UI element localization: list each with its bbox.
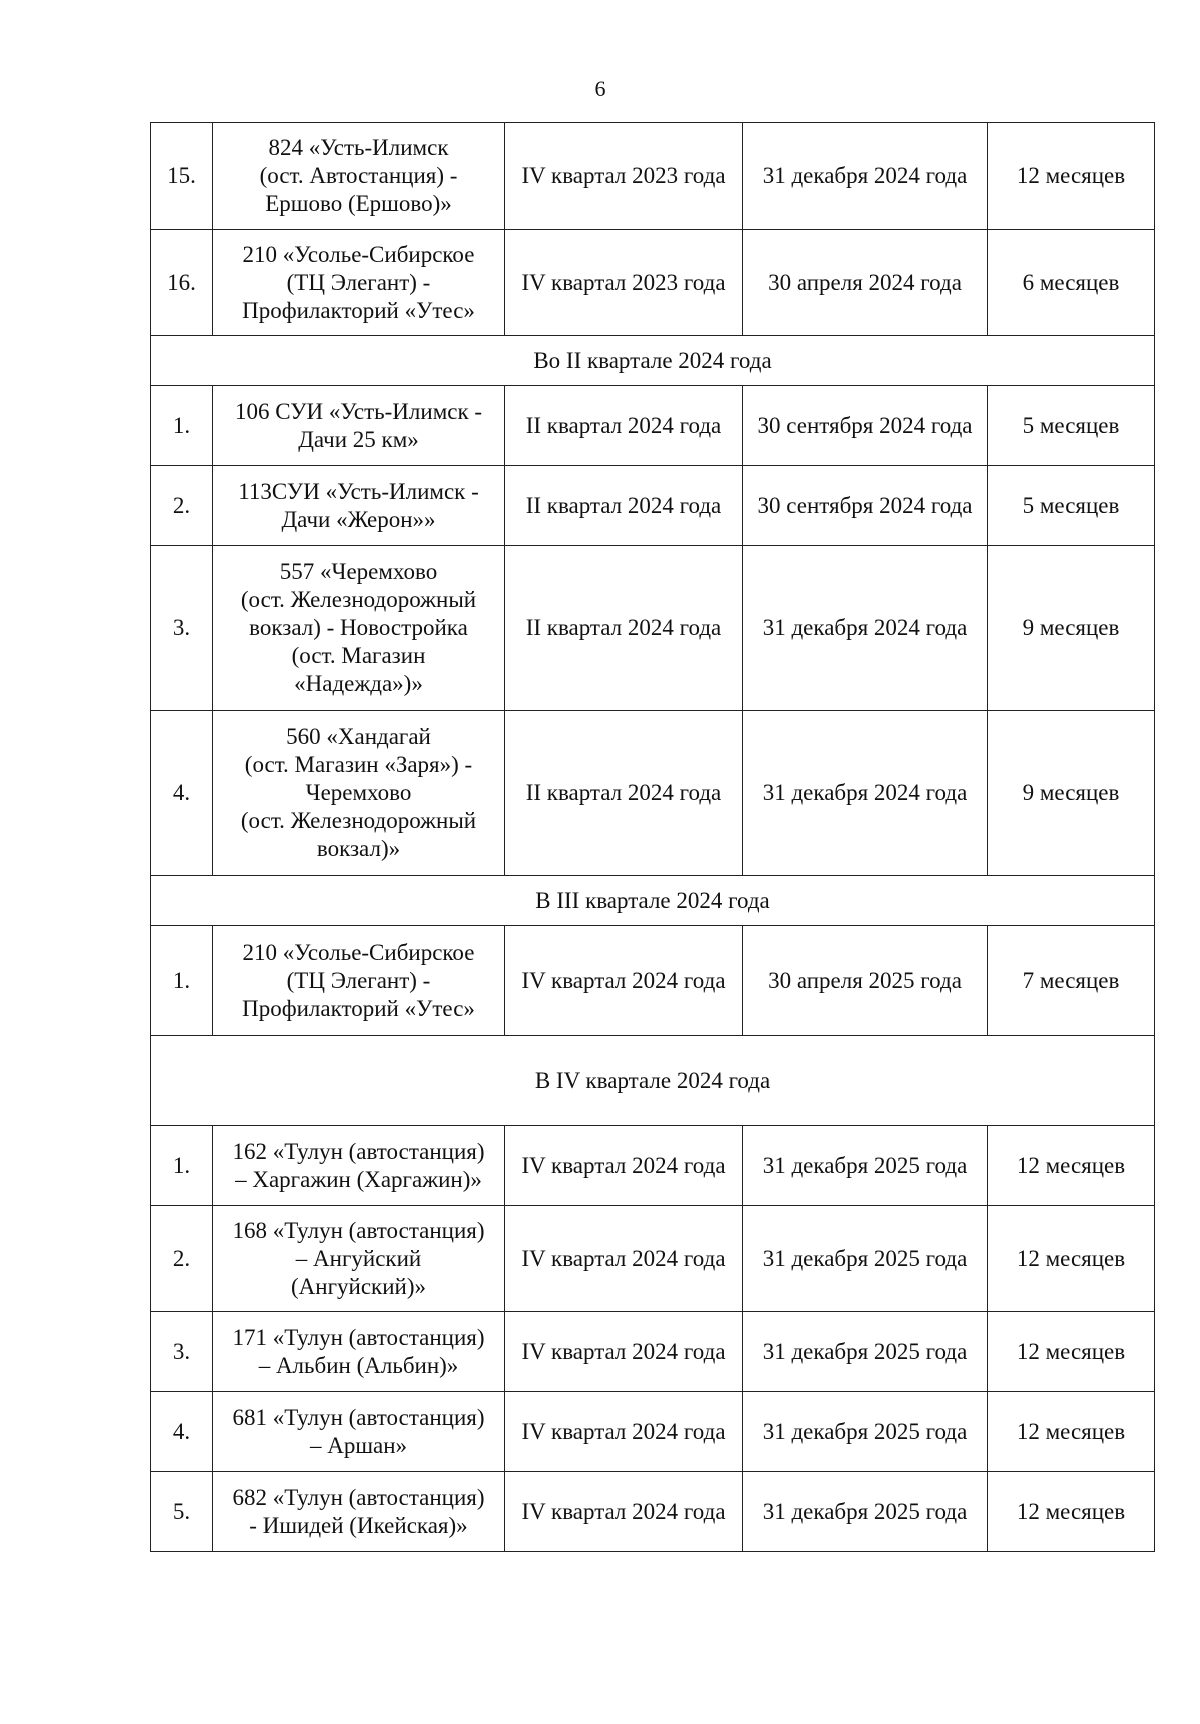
row-number: 2. — [151, 466, 213, 546]
end-date: 30 сентября 2024 года — [743, 466, 988, 546]
route-name — [213, 466, 505, 546]
table-row — [151, 926, 1155, 1036]
route-line: Профилакторий «Утес» — [242, 297, 475, 323]
term: 9 месяцев — [988, 711, 1155, 876]
route-line: (ост. Магазин «Заря») - — [244, 752, 473, 777]
route-line: 557 «Черемхово — [279, 559, 438, 584]
term: 5 месяцев — [988, 466, 1155, 546]
start-period: IV квартал 2024 года — [505, 1392, 743, 1472]
end-date: 31 декабря 2024 года — [743, 123, 988, 230]
route-name — [213, 1312, 505, 1392]
end-date: 31 декабря 2025 года — [743, 1312, 988, 1392]
route-line: Дачи 25 км» — [298, 426, 419, 452]
end-date: 31 декабря 2024 года — [743, 711, 988, 876]
route-line: (ТЦ Элегант) - — [286, 967, 431, 993]
route-line: (Ангуйский)» — [291, 1273, 426, 1299]
route-line: - Ишидей (Икейская)» — [249, 1512, 468, 1538]
route-line: (ост. Железнодорожный — [240, 808, 477, 833]
route-line: 210 «Усолье-Сибирское — [242, 939, 475, 965]
route-line: – Аршан» — [309, 1432, 408, 1458]
end-date: 31 декабря 2025 года — [743, 1126, 988, 1206]
route-line: (ТЦ Элегант) - — [286, 269, 431, 295]
row-number: 2. — [151, 1206, 213, 1312]
route-line: 560 «Хандагай — [286, 724, 431, 749]
row-number: 1. — [151, 1126, 213, 1206]
route-line: 682 «Тулун (автостанция) — [232, 1484, 485, 1510]
row-number: 16. — [151, 230, 213, 336]
route-line: 106 СУИ «Усть-Илимск - — [234, 398, 483, 424]
row-number: 1. — [151, 386, 213, 466]
table-row — [151, 1126, 1155, 1206]
start-period: IV квартал 2023 года — [505, 230, 743, 336]
route-line: (ост. Железнодорожный — [240, 587, 477, 612]
row-number: 3. — [151, 1312, 213, 1392]
route-line: (ост. Автостанция) - — [259, 163, 458, 188]
end-date: 30 апреля 2025 года — [743, 926, 988, 1036]
row-number: 3. — [151, 546, 213, 711]
route-name — [213, 546, 505, 711]
start-period: IV квартал 2024 года — [505, 1312, 743, 1392]
route-line: Ершово (Ершово)» — [265, 191, 452, 216]
route-schedule-table — [150, 122, 1155, 1552]
term: 12 месяцев — [988, 1472, 1155, 1552]
table-row — [151, 1392, 1155, 1472]
term: 5 месяцев — [988, 386, 1155, 466]
section-row — [151, 1036, 1155, 1126]
row-number: 1. — [151, 926, 213, 1036]
term: 6 месяцев — [988, 230, 1155, 336]
table-row — [151, 123, 1155, 230]
route-line: 681 «Тулун (автостанция) — [232, 1404, 485, 1430]
route-name — [213, 123, 505, 230]
route-line: вокзал)» — [316, 836, 401, 861]
route-line: 168 «Тулун (автостанция) — [232, 1217, 485, 1243]
table-row — [151, 230, 1155, 336]
end-date: 31 декабря 2025 года — [743, 1206, 988, 1312]
term: 12 месяцев — [988, 1392, 1155, 1472]
route-name — [213, 1126, 505, 1206]
route-line: 171 «Тулун (автостанция) — [232, 1324, 485, 1350]
table-row — [151, 1312, 1155, 1392]
end-date: 31 декабря 2025 года — [743, 1392, 988, 1472]
route-line: – Ангуйский — [295, 1245, 422, 1271]
route-line: 210 «Усолье-Сибирское — [242, 241, 475, 267]
term: 9 месяцев — [988, 546, 1155, 711]
table-row — [151, 386, 1155, 466]
table-row — [151, 1472, 1155, 1552]
page-number: 6 — [594, 76, 606, 101]
term: 12 месяцев — [988, 1312, 1155, 1392]
end-date: 31 декабря 2025 года — [743, 1472, 988, 1552]
section-row — [151, 876, 1155, 926]
start-period: II квартал 2024 года — [505, 386, 743, 466]
end-date: 30 сентября 2024 года — [743, 386, 988, 466]
row-number: 4. — [151, 711, 213, 876]
route-name — [213, 1392, 505, 1472]
route-line: (ост. Магазин — [291, 643, 426, 668]
route-line: «Надежда»)» — [294, 671, 423, 696]
end-date: 31 декабря 2024 года — [743, 546, 988, 711]
route-name — [213, 386, 505, 466]
table-row — [151, 546, 1155, 711]
row-number: 15. — [151, 123, 213, 230]
row-number: 5. — [151, 1472, 213, 1552]
start-period: IV квартал 2023 года — [505, 123, 743, 230]
section-heading: В III квартале 2024 года — [151, 876, 1155, 926]
route-line: – Харгажин (Харгажин)» — [235, 1166, 482, 1192]
section-heading: Во II квартале 2024 года — [151, 336, 1155, 386]
start-period: IV квартал 2024 года — [505, 1126, 743, 1206]
table-row — [151, 711, 1155, 876]
term: 7 месяцев — [988, 926, 1155, 1036]
route-line: 162 «Тулун (автостанция) — [232, 1138, 485, 1164]
route-name — [213, 230, 505, 336]
route-line: Дачи «Жерон»» — [281, 506, 436, 532]
start-period: IV квартал 2024 года — [505, 926, 743, 1036]
table-row — [151, 466, 1155, 546]
start-period: II квартал 2024 года — [505, 711, 743, 876]
route-name — [213, 711, 505, 876]
term: 12 месяцев — [988, 1126, 1155, 1206]
route-line: Профилакторий «Утес» — [242, 995, 475, 1021]
term: 12 месяцев — [988, 123, 1155, 230]
row-number: 4. — [151, 1392, 213, 1472]
table-row — [151, 1206, 1155, 1312]
route-line: 113СУИ «Усть-Илимск - — [238, 478, 479, 504]
route-name — [213, 926, 505, 1036]
start-period: IV квартал 2024 года — [505, 1472, 743, 1552]
start-period: II квартал 2024 года — [505, 466, 743, 546]
route-line: – Альбин (Альбин)» — [258, 1352, 459, 1378]
term: 12 месяцев — [988, 1206, 1155, 1312]
route-line: вокзал) - Новостройка — [249, 615, 468, 640]
route-name — [213, 1206, 505, 1312]
section-heading: В IV квартале 2024 года — [151, 1036, 1155, 1126]
section-row — [151, 336, 1155, 386]
end-date: 30 апреля 2024 года — [743, 230, 988, 336]
start-period: II квартал 2024 года — [505, 546, 743, 711]
start-period: IV квартал 2024 года — [505, 1206, 743, 1312]
route-line: 824 «Усть-Илимск — [268, 135, 449, 160]
route-name — [213, 1472, 505, 1552]
route-line: Черемхово — [305, 780, 412, 805]
